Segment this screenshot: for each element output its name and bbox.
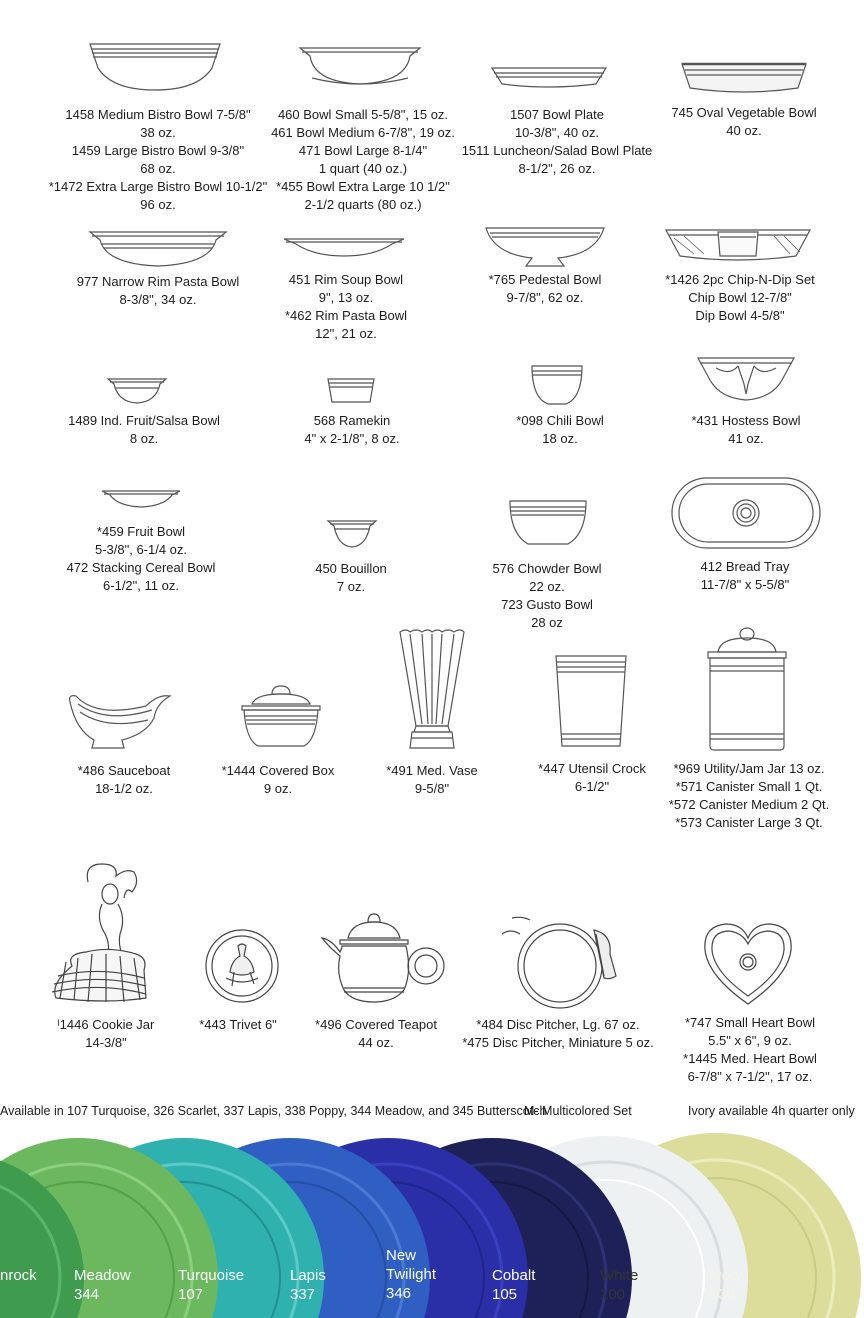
item-line: ˡ1446 Cookie Jar [57,1017,155,1032]
utensil-crock-icon [554,654,628,750]
color-name: Lapis [290,1267,326,1284]
item-line: 12", 21 oz. [315,326,377,341]
chili-bowl-icon [530,362,584,408]
color-name: Turquoise [178,1267,245,1284]
item-line: 1458 Medium Bistro Bowl 7-5/8" [65,107,251,122]
item-line: 96 oz. [140,197,176,212]
plate-label-shamrock [0,1266,37,1285]
item-line: 68 oz. [140,161,176,176]
item-line: 8-3/8", 34 oz. [119,292,197,307]
item-line: *571 Canister Small 1 Qt. [675,779,823,794]
trivet-icon [204,928,280,1004]
color-number: 105 [492,1286,518,1303]
item-line: *573 Canister Large 3 Qt. [675,815,823,830]
item-line: 450 Bouillon [315,561,387,576]
item-line: *098 Chili Bowl [516,413,604,428]
fruit-bowl-icon [100,488,182,510]
item-line: *491 Med. Vase [386,763,478,778]
item-line: 8 oz. [129,431,159,446]
item-line: *447 Utensil Crock [538,761,646,776]
item-line: *462 Rim Pasta Bowl [284,308,408,323]
color-name: White [600,1267,639,1284]
item-line: 461 Bowl Medium 6-7/8", 19 oz. [271,125,455,140]
item-chip-n-dip [640,271,840,325]
item-line: 745 Oval Vegetable Bowl [671,105,817,120]
item-line: *747 Small Heart Bowl [684,1015,816,1030]
item-line: 471 Bowl Large 8-1/4" [298,143,428,158]
color-number: 344 [74,1286,100,1303]
item-line: *1445 Med. Heart Bowl [683,1051,817,1066]
item-line: *459 Fruit Bowl [96,524,186,539]
item-narrow-rim-pasta-bowl [58,273,258,309]
color-name: Ivory [710,1267,743,1284]
plate-label-white [600,1266,638,1304]
item-oval-vegetable-bowl [644,104,844,140]
color-number: 346 [386,1285,412,1302]
item-bowl-plate [447,106,667,178]
disc-pitcher-icon [500,914,620,1010]
item-covered-teapot [276,1016,476,1052]
bowl-icon [298,44,422,90]
item-line: 6-1/2" [574,779,610,794]
item-line: 1511 Luncheon/Salad Bowl Plate [461,143,653,158]
item-ramekin [252,412,452,448]
item-line: 472 Stacking Cereal Bowl [66,560,216,575]
heart-bowl-icon [702,920,794,1006]
item-line: *969 Utility/Jam Jar 13 oz. [673,761,825,776]
covered-box-icon [238,684,324,750]
color-number: 107 [178,1286,204,1303]
item-bouillon [251,560,451,596]
item-fruit-bowl [41,523,241,595]
oval-vegetable-bowl-icon [680,60,808,96]
multicolored-note: M- Multicolored Set [524,1104,632,1118]
teapot-icon [320,912,450,1006]
item-line: 977 Narrow Rim Pasta Bowl [76,274,240,289]
salsa-bowl-icon [106,376,168,406]
item-hostess-bowl [646,412,846,448]
chip-n-dip-icon [664,226,812,266]
item-line: 723 Gusto Bowl [501,597,593,612]
item-line: 41 oz. [728,431,764,446]
color-name: Cobalt [492,1267,536,1284]
item-line: *765 Pedestal Bowl [488,272,602,287]
item-pedestal-bowl [445,271,645,307]
item-line: 6-1/2", 11 oz. [103,578,179,593]
item-line: 5.5" x 6", 9 oz. [708,1033,792,1048]
plate-label-cobalt [492,1266,535,1304]
bowl-plate-icon [490,64,608,90]
item-bowls [253,106,473,214]
item-line: 412 Bread Tray [700,559,790,574]
item-line: *455 Bowl Extra Large 10 1/2" [276,179,450,194]
availability-note: Available in 107 Turquoise, 326 Scarlet, 337 Lapis, 338 Poppy, 344 Meadow, and 345 Butterscotch [0,1104,547,1118]
item-line: 9", 13 oz. [318,290,374,305]
color-name: Meadow [74,1267,131,1284]
plate-label-meadow [74,1266,131,1304]
item-line: 1507 Bowl Plate [510,107,604,122]
item-line: 38 oz. [140,125,176,140]
item-line: 14-3/8" [85,1035,127,1050]
plate-label-new-twilight [386,1246,450,1303]
rim-soup-bowl-icon [282,236,406,260]
item-line: 4" x 2-1/8", 8 oz. [304,431,400,446]
item-line: 18-1/2 oz. [95,781,153,796]
item-line: 451 Rim Soup Bowl [288,272,404,287]
item-line: 460 Bowl Small 5-5/8", 15 oz. [277,107,449,122]
item-bread-tray [645,558,845,594]
item-line: 2-1/2 quarts (80 oz.) [304,197,422,212]
item-line: 40 oz. [726,123,762,138]
item-chowder-bowl [447,560,647,632]
item-line: 9-7/8", 62 oz. [506,290,584,305]
plate-label-turquoise [178,1266,244,1304]
bouillon-icon [326,518,378,550]
color-number: 100 [600,1286,626,1303]
item-line: 568 Ramekin [313,413,391,428]
item-line: 44 oz. [358,1035,394,1050]
item-line: 22 oz. [529,579,565,594]
sauceboat-icon [66,690,172,752]
ivory-note: Ivory available 4h quarter only [688,1104,855,1118]
item-line: 5-3/8", 6-1/4 oz. [94,542,188,557]
color-number: 330 [710,1286,736,1303]
item-line: 6-7/8" x 7-1/2", 17 oz. [687,1069,813,1084]
color-plates [0,1128,864,1318]
vase-icon [398,626,466,752]
ramekin-icon [326,376,376,406]
bread-tray-icon [670,476,822,550]
item-line: 7 oz. [336,579,366,594]
color-name: nrock [0,1267,37,1284]
item-bistro-bowls [28,106,288,214]
color-name: New Twilight [386,1247,437,1283]
item-line: 1459 Large Bistro Bowl 9-3/8" [71,143,245,158]
plate-label-ivory [710,1266,743,1304]
item-line: *431 Hostess Bowl [691,413,801,428]
chowder-bowl-icon [508,498,588,548]
cookie-jar-icon [46,858,156,1008]
item-heart-bowl [650,1014,850,1086]
item-rim-soup-bowl [246,271,446,343]
item-line: 11-7/8" x 5-5/8" [700,577,790,592]
item-fruit-salsa-bowl [44,412,244,448]
item-chili-bowl [460,412,660,448]
bistro-bowl-icon [88,40,222,94]
item-line: 8-1/2", 26 oz. [518,161,596,176]
item-line: 1 quart (40 oz.) [318,161,408,176]
item-line: *443 Trivet 6" [199,1017,277,1032]
item-canisters [649,760,849,832]
item-line: *475 Disc Pitcher, Miniature 5 oz. [462,1035,654,1050]
item-line: *484 Disc Pitcher, Lg. 67 oz. [476,1017,640,1032]
item-line: Chip Bowl 12-7/8" [688,290,792,305]
item-line: 28 oz [531,615,563,630]
item-line: *572 Canister Medium 2 Qt. [668,797,830,812]
item-line: 1489 Ind. Fruit/Salsa Bowl [68,413,220,428]
canister-icon [704,626,790,752]
item-line: 9-5/8" [414,781,450,796]
pasta-bowl-icon [88,228,228,270]
item-line: 576 Chowder Bowl [492,561,602,576]
plate-label-lapis [290,1266,326,1304]
item-line: Dip Bowl 4-5/8" [695,308,785,323]
item-line: 9 oz. [263,781,293,796]
item-line: *1426 2pc Chip-N-Dip Set [665,272,815,287]
hostess-bowl-icon [696,354,796,404]
pedestal-bowl-icon [484,224,606,268]
item-line: *496 Covered Teapot [315,1017,437,1032]
item-line: 10-3/8", 40 oz. [514,125,600,140]
item-line: 18 oz. [542,431,578,446]
item-line: *1444 Covered Box [221,763,335,778]
item-line: *1472 Extra Large Bistro Bowl 10-1/2" [48,179,268,194]
color-number: 337 [290,1286,316,1303]
item-line: *486 Sauceboat [77,763,171,778]
item-disc-pitcher [448,1016,668,1052]
